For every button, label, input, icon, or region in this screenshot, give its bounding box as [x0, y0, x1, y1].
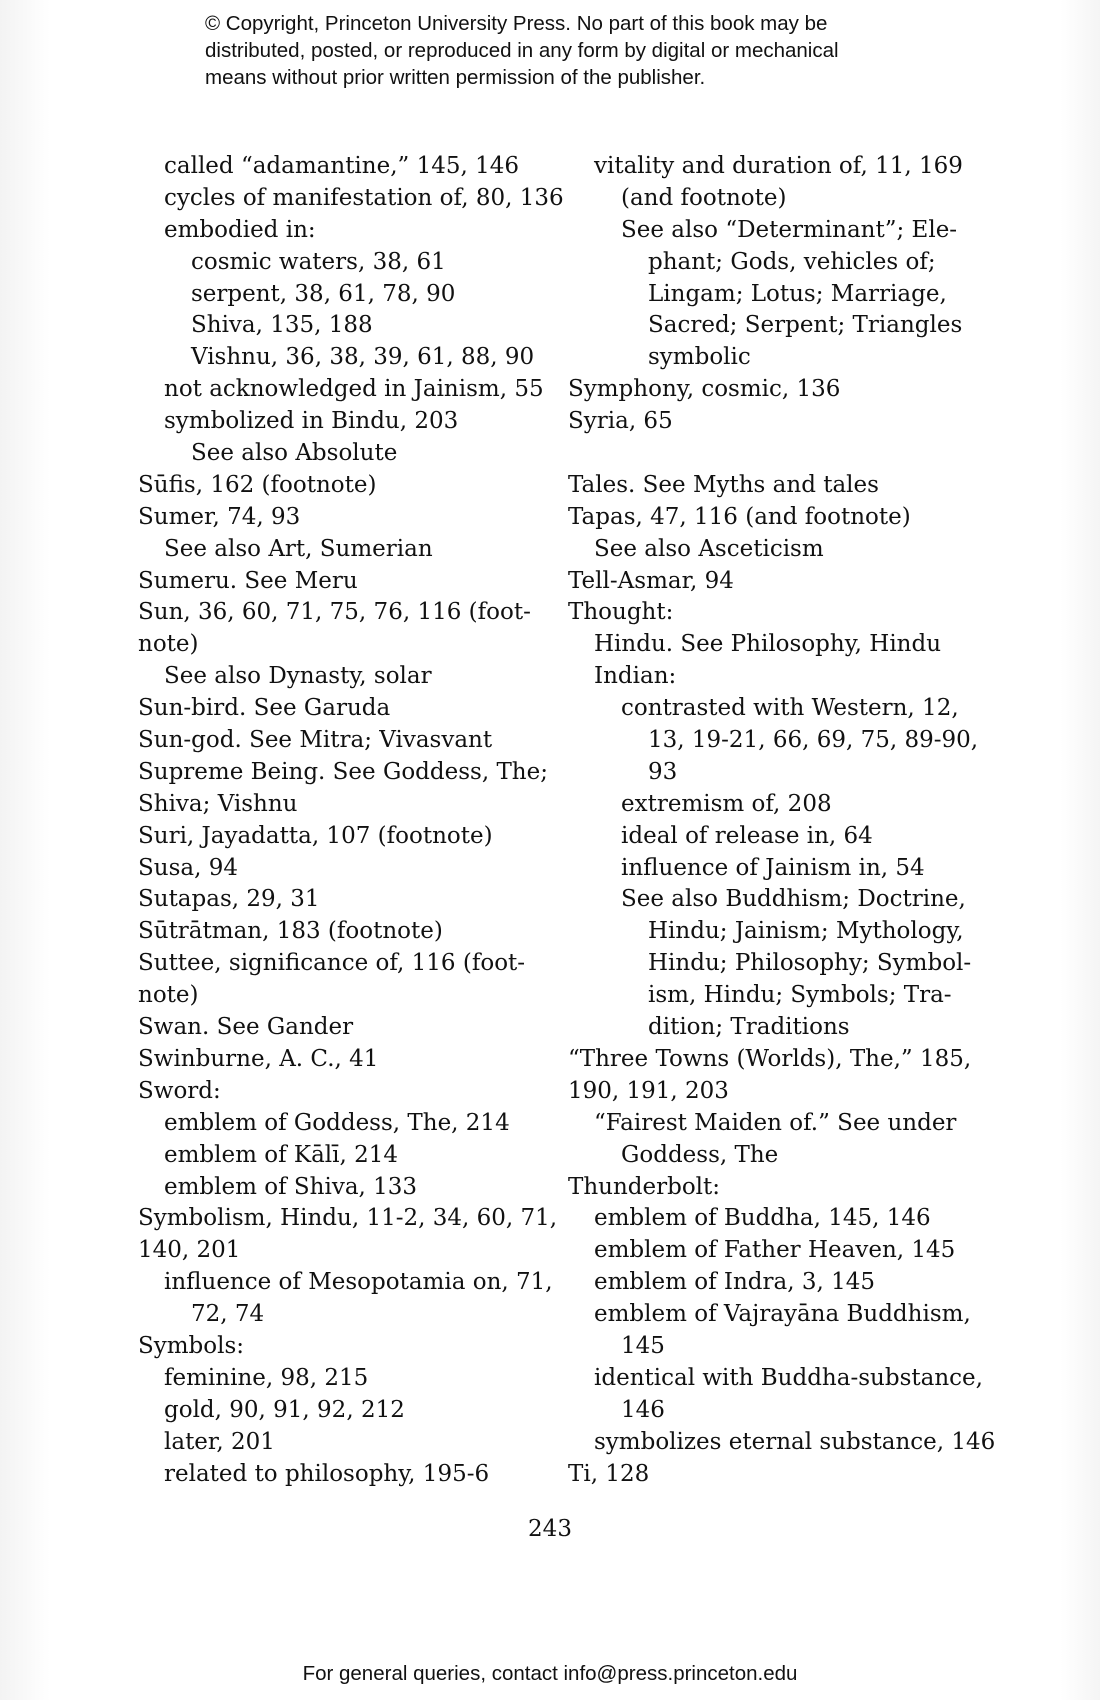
- index-entry: Thunderbolt:: [568, 1173, 721, 1200]
- index-entry: cycles of manifestation of, 80, 136: [164, 184, 564, 211]
- index-entry: Lingam; Lotus; Marriage,: [648, 280, 947, 307]
- index-entry: emblem of Buddha, 145, 146: [594, 1205, 931, 1232]
- index-entry: See also “Determinant”; Ele-: [621, 216, 958, 243]
- index-entry: emblem of Vajrayāna Buddhism,: [594, 1301, 971, 1328]
- index-entry: 93: [648, 758, 678, 785]
- index-entry: Sūtrātman, 183 (footnote): [138, 918, 443, 945]
- index-entry: emblem of Shiva, 133: [164, 1173, 418, 1200]
- index-column-right: [568, 151, 996, 1490]
- index-entry: Supreme Being. See Goddess, The;: [138, 758, 548, 785]
- copyright-line: means without prior written permission of the publisher.: [205, 66, 706, 89]
- index-entry: vitality and duration of, 11, 169: [594, 153, 963, 179]
- index-entry: extremism of, 208: [621, 790, 832, 817]
- index-entry: Suri, Jayadatta, 107 (footnote): [138, 822, 493, 849]
- index-entry: “Three Towns (Worlds), The,” 185,: [568, 1045, 972, 1072]
- index-entry: Tell-Asmar, 94: [568, 567, 734, 594]
- index-entry: 13, 19-21, 66, 69, 75, 89-90,: [648, 727, 979, 754]
- index-entry: embodied in:: [164, 216, 316, 243]
- index-entry: not acknowledged in Jainism, 55: [164, 376, 544, 403]
- index-entry: See also Art, Sumerian: [164, 535, 433, 562]
- index-entry: See also Absolute: [191, 440, 398, 467]
- index-entry: “Fairest Maiden of.” See under: [594, 1109, 957, 1136]
- section-gap: [568, 438, 984, 470]
- index-entry: 72, 74: [191, 1301, 265, 1328]
- index-entry: Shiva, 135, 188: [191, 312, 373, 339]
- index-entry: called “adamantine,” 145, 146: [164, 153, 520, 179]
- index-entry: Sacred; Serpent; Triangles: [648, 312, 963, 339]
- page-number: 243: [528, 1516, 572, 1542]
- index-entry: Symbolism, Hindu, 11-2, 34, 60, 71,: [138, 1205, 558, 1232]
- index-entry: 140, 201: [138, 1237, 241, 1264]
- scan-shadow-right: [1060, 0, 1100, 1700]
- index-entry: note): [138, 631, 199, 658]
- index-entry: See also Dynasty, solar: [164, 663, 432, 690]
- footer-contact: For general queries, contact info@press.princeton.edu: [302, 1662, 798, 1685]
- index-entry: Indian:: [594, 663, 677, 690]
- index-entry: serpent, 38, 61, 78, 90: [191, 280, 456, 307]
- index-entry: Goddess, The: [621, 1141, 779, 1168]
- index-entry: Sumer, 74, 93: [138, 503, 301, 530]
- index-entry: later, 201: [164, 1428, 275, 1455]
- index-entry: Hindu; Philosophy; Symbol-: [648, 950, 972, 977]
- index-entry: symbolizes eternal substance, 146: [594, 1428, 996, 1455]
- index-entry: (and footnote): [621, 184, 787, 211]
- index-entry: Sun-bird. See Garuda: [138, 695, 391, 722]
- index-entry: Symphony, cosmic, 136: [568, 376, 841, 403]
- index-entry: See also Asceticism: [594, 535, 824, 562]
- index-entry: emblem of Goddess, The, 214: [164, 1109, 510, 1136]
- index-entry: phant; Gods, vehicles of;: [648, 248, 936, 275]
- index-entry: 146: [621, 1396, 665, 1423]
- index-entry: Hindu. See Philosophy, Hindu: [594, 631, 942, 658]
- index-entry: Hindu; Jainism; Mythology,: [648, 918, 964, 945]
- index-entry: Suttee, significance of, 116 (foot-: [138, 950, 526, 977]
- index-entry: ideal of release in, 64: [621, 822, 873, 849]
- index-entry: See also Buddhism; Doctrine,: [621, 886, 966, 913]
- index-entry: Thought:: [568, 599, 674, 626]
- index-entry: Sword:: [138, 1077, 221, 1104]
- index-entry: influence of Mesopotamia on, 71,: [164, 1269, 553, 1296]
- index-entry: Susa, 94: [138, 854, 238, 881]
- copyright-notice: [205, 10, 925, 91]
- index-entry: gold, 90, 91, 92, 212: [164, 1396, 405, 1423]
- index-entry: Ti, 128: [568, 1460, 650, 1487]
- index-entry: Symbols:: [138, 1332, 245, 1359]
- index-entry: Sumeru. See Meru: [138, 567, 358, 594]
- index-entry: dition; Traditions: [648, 1014, 850, 1041]
- index-entry: Swan. See Gander: [138, 1014, 354, 1041]
- index-entry: 145: [621, 1332, 665, 1359]
- index-entry: Tapas, 47, 116 (and footnote): [568, 503, 911, 530]
- copyright-line: distributed, posted, or reproduced in any form by digital or mechanical: [205, 39, 839, 62]
- index-entry: symbolic: [648, 344, 751, 371]
- index-entry: Vishnu, 36, 38, 39, 61, 88, 90: [191, 344, 535, 371]
- index-entry: Shiva; Vishnu: [138, 790, 298, 817]
- copyright-line: © Copyright, Princeton University Press. No part of this book may be: [205, 12, 828, 35]
- index-entry: related to philosophy, 195-6: [164, 1460, 490, 1487]
- index-entry: emblem of Indra, 3, 145: [594, 1269, 876, 1296]
- index-entry: cosmic waters, 38, 61: [191, 248, 446, 275]
- index-entry: identical with Buddha-substance,: [594, 1364, 983, 1391]
- index-entry: ism, Hindu; Symbols; Tra-: [648, 982, 952, 1009]
- index-entry: feminine, 98, 215: [164, 1364, 369, 1391]
- index-entry: Sun-god. See Mitra; Vivasvant: [138, 727, 493, 754]
- index-entry: note): [138, 982, 199, 1009]
- index-entry: influence of Jainism in, 54: [621, 854, 925, 881]
- index-entry: Sūfis, 162 (footnote): [138, 471, 377, 498]
- scan-shadow-left: [0, 0, 50, 1700]
- index-entry: emblem of Father Heaven, 145: [594, 1237, 956, 1264]
- index-column-left: [138, 151, 564, 1490]
- index-entry: Tales. See Myths and tales: [568, 471, 879, 498]
- index-entry: Swinburne, A. C., 41: [138, 1045, 379, 1072]
- index-entry: Sutapas, 29, 31: [138, 886, 320, 913]
- index-entry: 190, 191, 203: [568, 1077, 729, 1104]
- index-entry: contrasted with Western, 12,: [621, 695, 959, 722]
- index-entry: symbolized in Bindu, 203: [164, 408, 459, 435]
- index-entry: Sun, 36, 60, 71, 75, 76, 116 (foot-: [138, 599, 531, 626]
- index-entry: Syria, 65: [568, 408, 673, 435]
- index-entry: emblem of Kālī, 214: [164, 1141, 399, 1168]
